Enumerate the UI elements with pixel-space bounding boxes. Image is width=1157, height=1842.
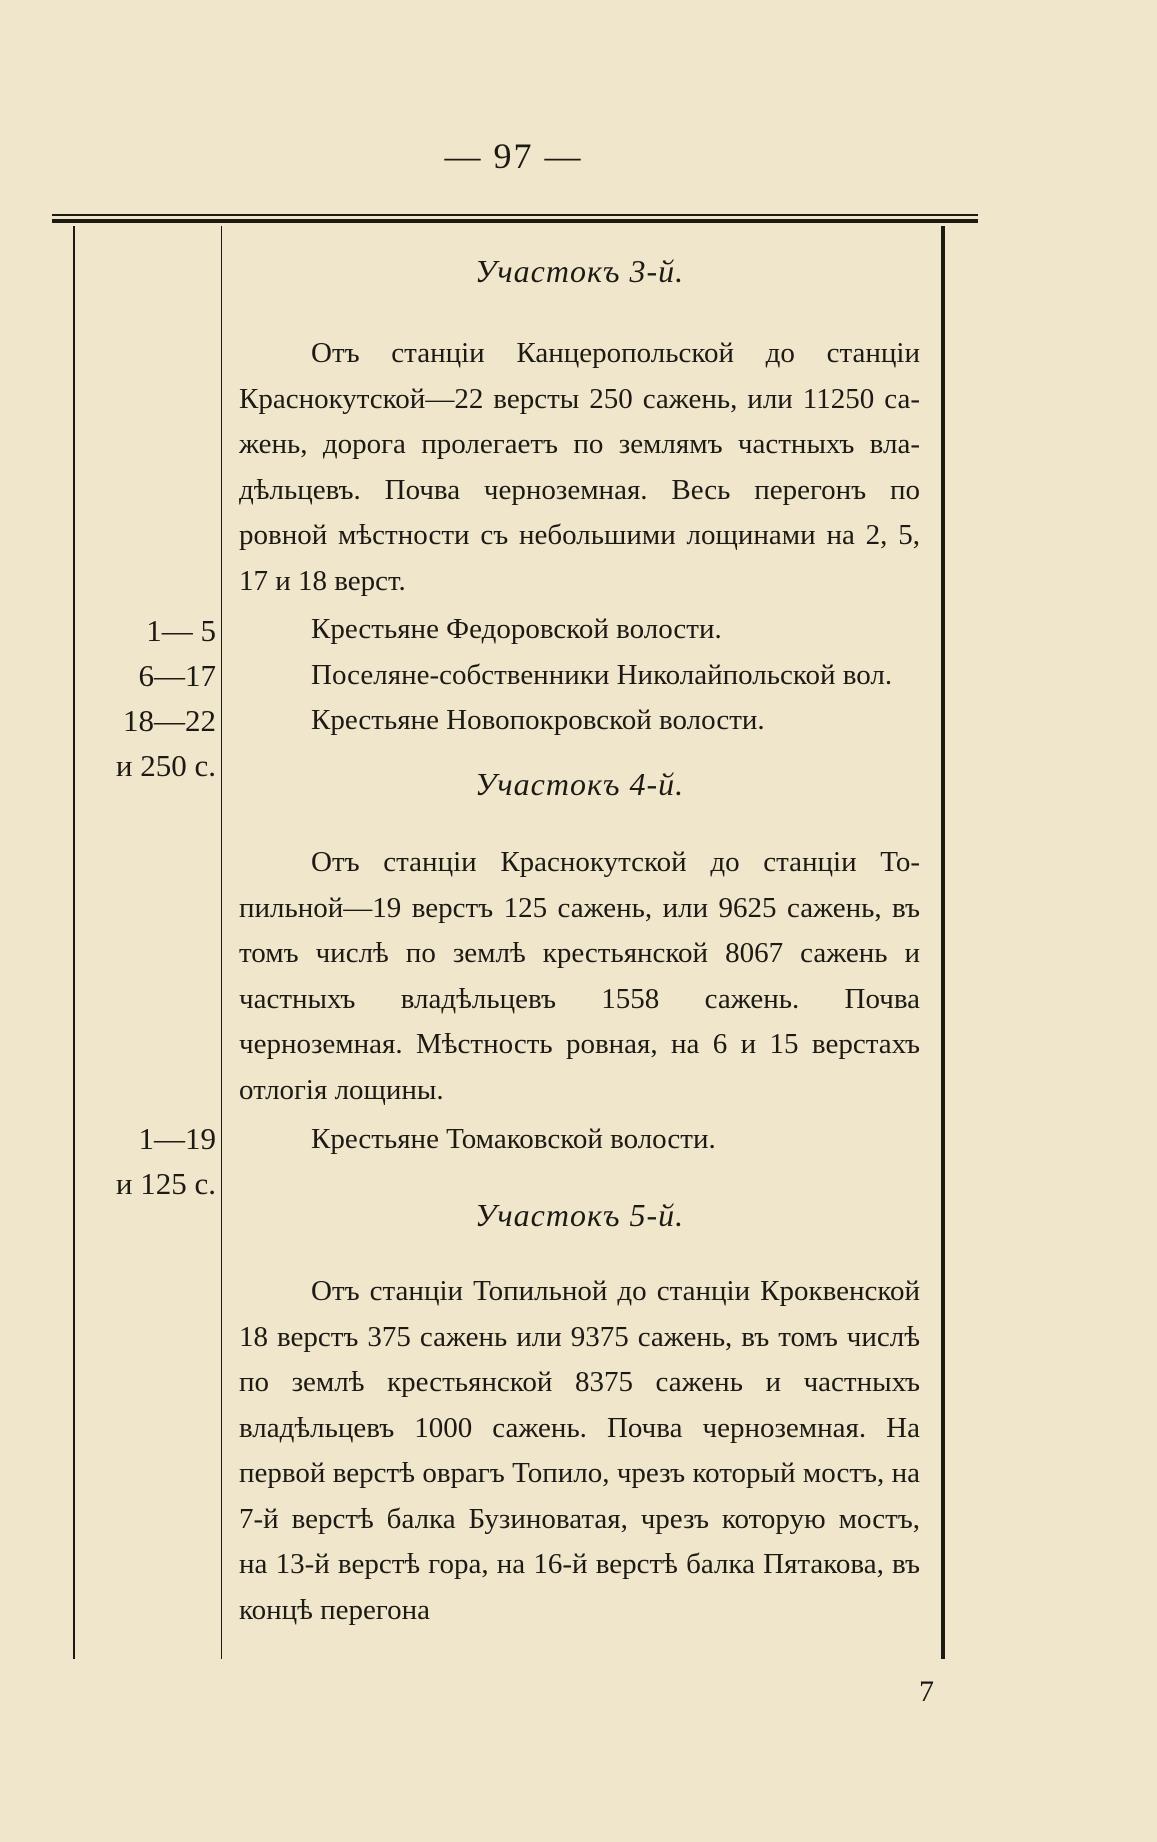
margin-range: и 250 с.	[115, 748, 216, 783]
section-3-title: Участокъ 3-й.	[474, 253, 685, 289]
owner-line: Крестьяне Новопокровской волости.	[311, 704, 765, 736]
section-5-paragraph: Отъ станціи Топильной до станціи Кроквенской 18 верстъ 375 сажень или 9375 сажень, въ томъ числѣ по землѣ крестьянской 8375 сажень и частныхъ владѣльцевъ 1000 сажень. Почва черноземная. На первой верстѣ оврагъ Топило, чрезъ который мостъ, на 7-й верстѣ балка Бузиноватая, чрезъ которую мостъ, на 13-й верстѣ гора, на 16-й верстѣ балка Пятакова, въ концѣ перегона	[239, 1275, 920, 1626]
section-3-paragraph: Отъ станціи Канцеропольской до станціи Краснокутской—22 версты 250 сажень, или 11250 сажень, дорога пролегаетъ по землямъ частныхъ владѣльцевъ. Почва черноземная. Весь перегонъ по ровной мѣстности съ небольшими лощинами на 2, 5, 17 и 18 верст.	[239, 337, 920, 597]
section-3-body	[239, 331, 920, 604]
margin-range: 6—17	[138, 658, 216, 693]
margin-range: и 125 с.	[115, 1166, 216, 1201]
section-4-body	[239, 840, 920, 1113]
section-5-body	[239, 1269, 920, 1633]
owner-line: Крестьяне Федоровской волости.	[311, 613, 722, 645]
printer-signature-mark: 7	[919, 1675, 934, 1708]
right-border-line	[941, 226, 945, 1659]
column-divider-line	[221, 226, 222, 1659]
margin-range: 18—22	[123, 703, 216, 738]
section-4-margin-ranges	[78, 1116, 216, 1206]
owner-line: Поселяне-собственники Николайпольской вол.	[311, 658, 893, 691]
section-4-owners	[239, 1117, 920, 1163]
margin-range: 1— 5	[146, 613, 216, 648]
header-rule-thin	[52, 214, 978, 216]
section-3-owners	[239, 607, 920, 744]
owner-line: Крестьяне Томаковской волости.	[311, 1123, 716, 1155]
section-3-margin-ranges	[78, 608, 216, 788]
section-4-paragraph: Отъ станціи Краснокутской до станціи Топильной—19 верстъ 125 сажень, или 9625 сажень, въ томъ числѣ по землѣ крестьянской 8067 сажень и частныхъ владѣльцевъ 1558 сажень. Почва черноземная. Мѣстность ровная, на 6 и 15 верстахъ отлогія лощины.	[239, 846, 920, 1106]
section-5-title: Участокъ 5-й.	[474, 1197, 685, 1233]
header-rule-thick	[52, 219, 978, 223]
page-number: — 97 —	[444, 136, 583, 176]
margin-range: 1—19	[138, 1121, 216, 1156]
left-border-line	[73, 226, 75, 1659]
section-4-title: Участокъ 4-й.	[474, 766, 685, 802]
